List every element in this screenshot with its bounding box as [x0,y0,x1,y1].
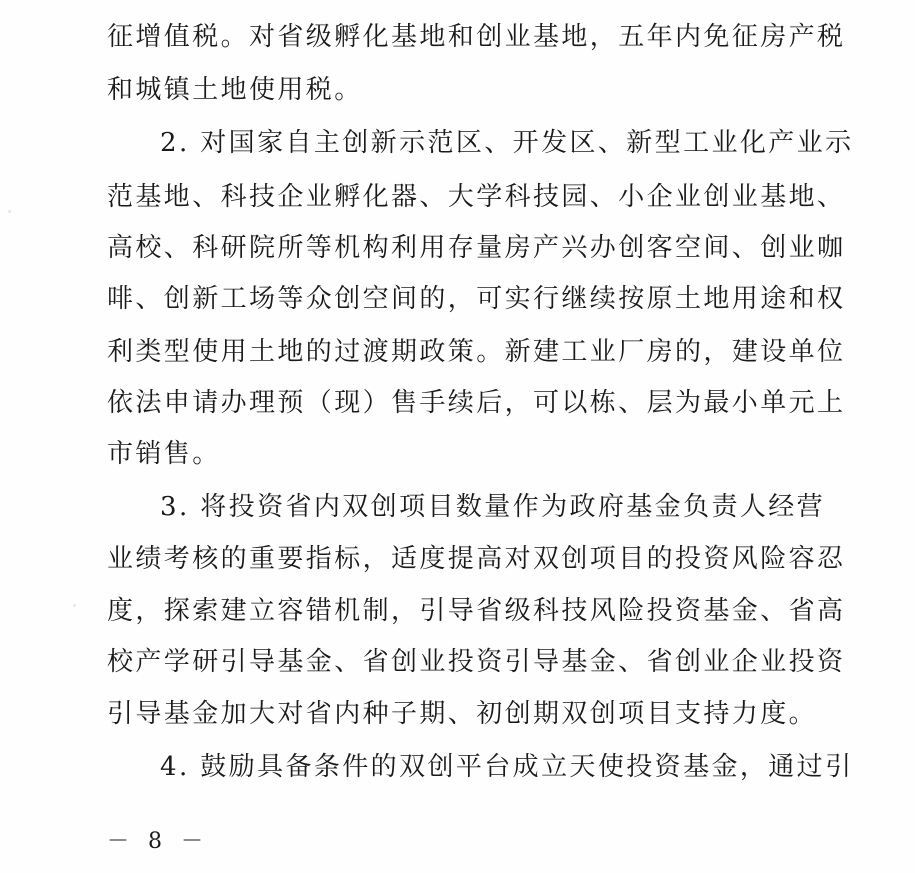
text-line-3: 2. 对国家自主创新示范区、开发区、新型工业化产业示 [160,128,854,158]
text-line-1: 征增值税。对省级孵化基地和创业基地，五年内免征房产税 [107,22,846,52]
text-line-5: 高校、科研院所等机构利用存量房产兴办创客空间、创业咖 [107,233,846,263]
text-line-4: 范基地、科技企业孵化器、大学科技园、小企业创业基地、 [107,182,846,212]
text-line-12: 度，探索建立容错机制，引导省级科技风险投资基金、省高 [107,596,846,626]
page-number: － 8 － [107,829,209,854]
text-line-14: 引导基金加大对省内种子期、初创期双创项目支持力度。 [107,699,818,729]
text-line-9: 市销售。 [107,439,221,469]
text-line-8: 依法申请办理预（现）售手续后，可以栋、层为最小单元上 [107,388,846,418]
text-line-10: 3. 将投资省内双创项目数量作为政府基金负责人经营 [160,492,826,522]
scan-speck [73,604,76,607]
text-line-2: 和城镇土地使用税。 [107,75,363,105]
scan-speck [8,210,11,213]
text-line-7: 利类型使用土地的过渡期政策。新建工业厂房的，建设单位 [107,337,846,367]
text-line-15: 4. 鼓励具备条件的双创平台成立天使投资基金，通过引 [160,752,854,782]
text-line-13: 校产学研引导基金、省创业投资引导基金、省创业企业投资 [107,647,846,677]
text-line-6: 啡、创新工场等众创空间的，可实行继续按原土地用途和权 [107,284,846,314]
text-line-11: 业绩考核的重要指标，适度提高对双创项目的投资风险容忍 [107,544,846,574]
